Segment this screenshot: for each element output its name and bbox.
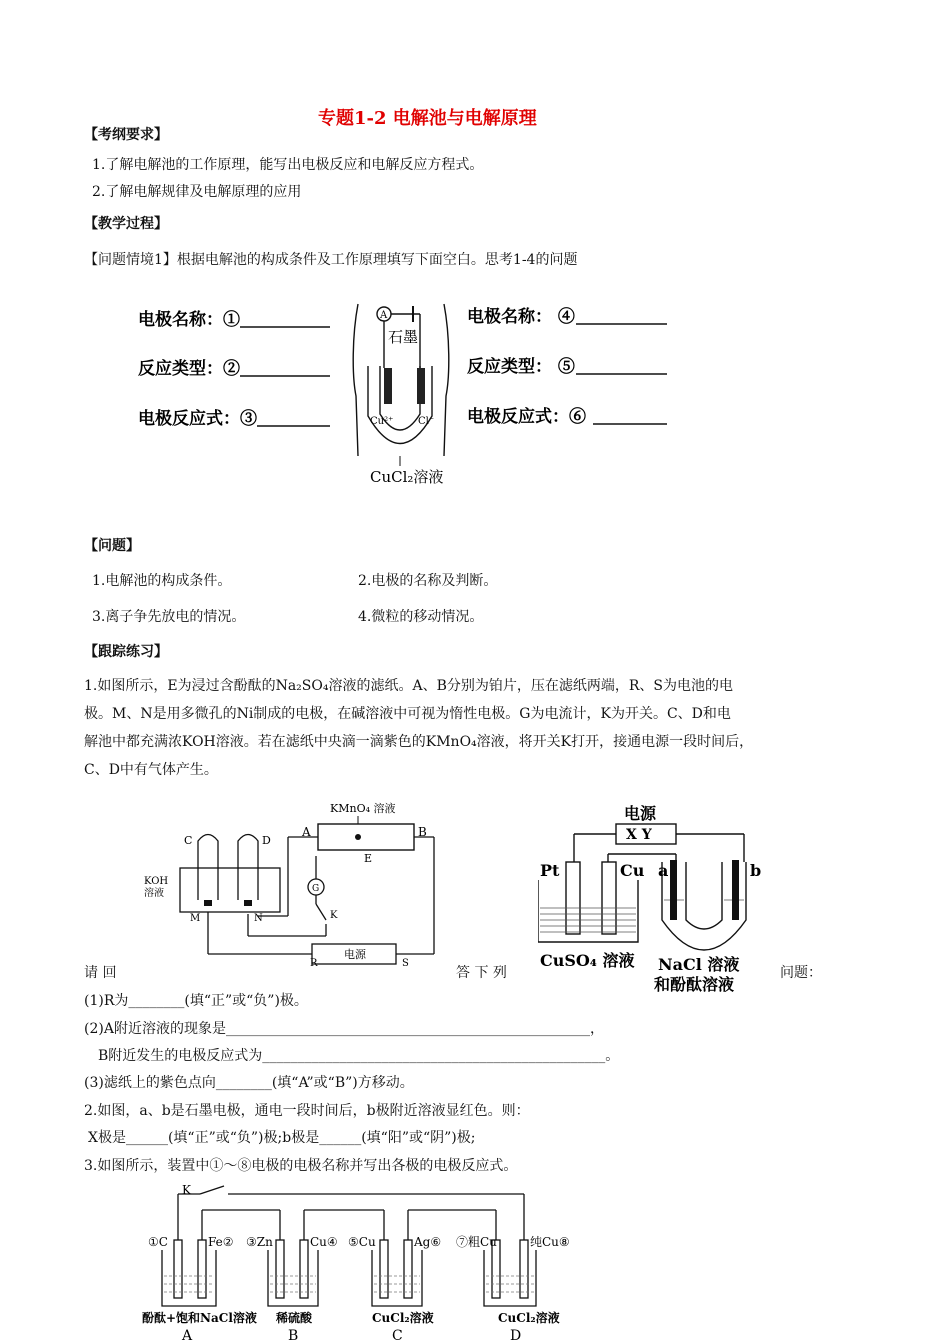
xy-label: X Y — [626, 827, 652, 843]
requirement-2: 2.了解电解规律及电解原理的应用 — [92, 184, 302, 200]
label-C: C — [184, 834, 193, 847]
question-2: 2.电极的名称及判断。 — [358, 573, 498, 589]
cell-c-label: C — [392, 1328, 403, 1342]
ammeter-label: A — [380, 310, 388, 321]
practice-1-line-4: C、D中有气体产生。 — [84, 762, 218, 778]
page-title: 专题1-2 电解池与电解原理 — [318, 108, 537, 129]
cu-label: Cu — [620, 861, 645, 880]
label-reaction-type-5: 反应类型： ⑤ — [467, 357, 575, 377]
power-source-label: 电源 — [344, 948, 366, 961]
cell-d-label: D — [510, 1328, 522, 1342]
cu-ion-label: Cu²⁺ — [370, 416, 394, 427]
solution-a-label: 酚酞+饱和NaCl溶液 — [142, 1311, 257, 1325]
scenario-1: 【问题情境1】根据电解池的构成条件及工作原理填写下面空白。思考1-4的问题 — [84, 252, 578, 268]
requirement-1: 1.了解电解池的工作原理，能写出电极反应和电解反应方程式。 — [92, 157, 484, 173]
solution-b-label: 稀硫酸 — [276, 1311, 313, 1325]
label-R: R — [310, 958, 318, 966]
b-label: b — [750, 861, 762, 880]
question-1: 1.电解池的构成条件。 — [92, 573, 232, 589]
cell-b-label: B — [288, 1328, 299, 1342]
section-practice: 【跟踪练习】 — [84, 644, 168, 660]
solution-d-label: CuCl₂溶液 — [498, 1311, 560, 1325]
cell-a-label: A — [182, 1328, 193, 1342]
label-electrode-equation-6: 电极反应式：⑥ — [467, 407, 586, 427]
electrode-7-label: ⑦粗Cu — [456, 1235, 497, 1249]
practice-1-line-1: 1.如图所示，E为浸过含酚酞的Na₂SO₄溶液的滤纸。A、B分别为铂片，压在滤纸两端，R、S为电池的电 — [84, 678, 733, 694]
kmno4-label: KMnO₄ 溶液 — [330, 802, 396, 815]
section-requirements: 【考纲要求】 — [84, 127, 168, 143]
pt-label: Pt — [540, 861, 560, 880]
label-reaction-type-2: 反应类型：② — [138, 359, 240, 379]
question-3: 3.离子争先放电的情况。 — [92, 609, 246, 625]
label-G: G — [312, 884, 320, 894]
electrode-5-label: ⑤Cu — [348, 1235, 376, 1249]
electrode-4-label: Cu④ — [310, 1235, 338, 1249]
question-1-r: (1)R为________(填“正”或“负”)极。 — [84, 993, 308, 1009]
practice-1-line-2: 极。M、N是用多微孔的Ni制成的电极，在碱溶液中可视为惰性电极。G为电流计，K为开关。C、D和电 — [84, 706, 731, 722]
label-electrode-equation-3: 电极反应式：③ — [138, 409, 257, 429]
answer-prompt-c: 问题： — [780, 965, 822, 981]
question-2-b: B附近发生的电极反应式为_________________________________________________。 — [98, 1048, 620, 1064]
nacl-label: NaCl 溶液 — [658, 955, 740, 974]
question-2-a: (2)A附近溶液的现象是____________________________________________________， — [84, 1021, 604, 1037]
label-E: E — [364, 852, 373, 865]
electrode-8-label: 纯Cu⑧ — [530, 1235, 570, 1249]
answer-prompt-b: 答 下 列 — [456, 965, 507, 981]
cucl2-solution-label: CuCl₂溶液 — [370, 468, 444, 486]
label-K: K — [330, 910, 338, 921]
phenolphthalein-label: 和酚酞溶液 — [654, 975, 735, 994]
label-electrode-name-4: 电极名称： ④ — [467, 307, 575, 327]
power-label: 电源 — [624, 804, 657, 823]
section-questions: 【问题】 — [84, 538, 140, 554]
practice-1-line-3: 解池中都充满浓KOH溶液。若在滤纸中央滴一滴紫色的KMnO₄溶液，将开关K打开，接通电源一段时间后， — [84, 734, 754, 750]
question-4: 4.微粒的移动情况。 — [358, 609, 484, 625]
four-cells-figure — [140, 1182, 590, 1342]
label-B: B — [418, 825, 427, 839]
label-electrode-name-1: 电极名称：① — [138, 310, 240, 330]
practice-3-line-1: 3.如图所示，装置中①～⑧电极的电极名称并写出各极的电极反应式。 — [84, 1158, 518, 1174]
electrode-3-label: ③Zn — [246, 1235, 273, 1249]
cuso4-label: CuSO₄ 溶液 — [540, 951, 635, 970]
question-3-filter: (3)滤纸上的紫色点向________(填“A”或“B”)方移动。 — [84, 1075, 414, 1091]
a-label: a — [658, 861, 669, 880]
section-process: 【教学过程】 — [84, 216, 168, 232]
label-D: D — [262, 834, 271, 847]
answer-prompt-a: 请 回 — [84, 965, 117, 981]
label-M: M — [190, 913, 201, 924]
electrolysis-cell-figure — [130, 296, 690, 492]
koh-solution-label: 溶液 — [144, 888, 164, 899]
cl-ion-label: Cl⁻ — [418, 416, 435, 427]
graphite-label: 石墨 — [388, 328, 419, 346]
koh-label: KOH — [144, 876, 169, 887]
cuso4-nacl-figure — [538, 800, 778, 996]
electrode-6-label: Ag⑥ — [414, 1235, 442, 1249]
practice-2-line-1: 2.如图，a、b是石墨电极，通电一段时间后，b极附近溶液显红色。则： — [84, 1103, 530, 1119]
label-A: A — [302, 825, 311, 839]
koh-electrolysis-figure — [140, 796, 440, 966]
practice-2-line-2: X极是______(填“正”或“负”)极;b极是______(填“阳”或“阴”)极; — [88, 1130, 476, 1146]
solution-c-label: CuCl₂溶液 — [372, 1311, 434, 1325]
label-S: S — [402, 958, 409, 966]
electrode-1-label: ①C — [148, 1235, 168, 1249]
switch-k-label: K — [182, 1183, 191, 1197]
label-N: N — [254, 913, 263, 924]
electrode-2-label: Fe② — [208, 1235, 234, 1249]
